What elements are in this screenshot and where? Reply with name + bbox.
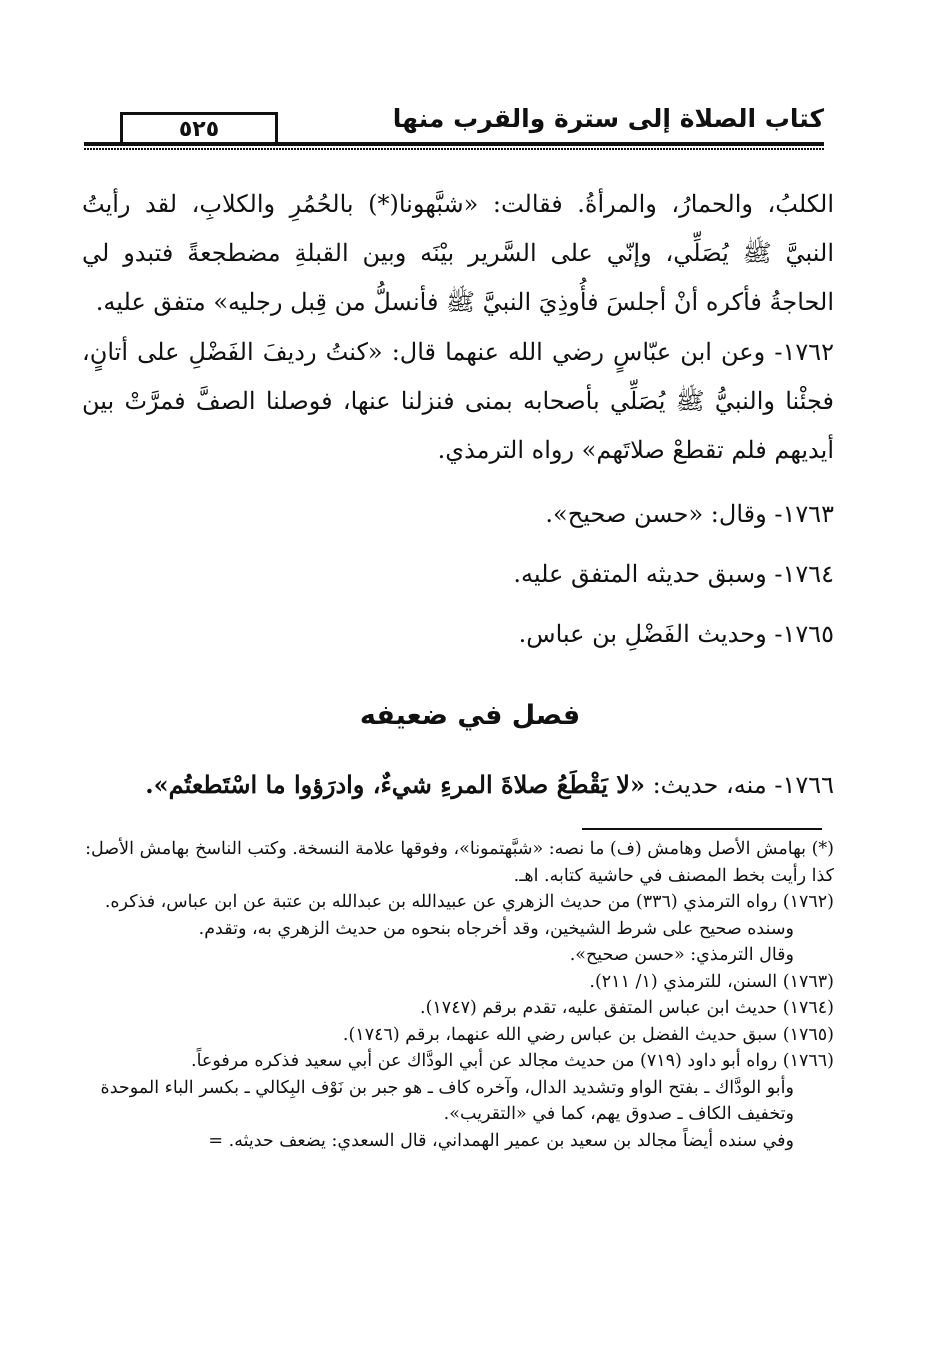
footnote-separator	[582, 828, 822, 830]
hadith-1763: ١٧٦٣- وقال: «حسن صحيح».	[545, 500, 834, 528]
footnote: (*) بهامش الأصل وهامش (ف) ما نصه: «شبَّهتمونا»، وفوقها علامة النسخة. وكتب الناسخ بهامش الأصل: كذا رأيت بخط المصنف في حاشية كتابه. اهـ.	[85, 839, 834, 886]
footnote: (١٧٦٦) رواه أبو داود (٧١٩) من حديث مجالد عن أبي الودَّاك عن أبي سعيد فذكره مرفوعاً.	[191, 1051, 834, 1071]
page-header	[84, 104, 824, 152]
header-rule-dotted	[84, 148, 824, 150]
paragraph-text: ١٧٦٢- وعن ابن عبّاسٍ رضي الله عنهما قال: «كنتُ رديفَ الفَضْلِ على أتانٍ، فجئْنا والنبيُّ ﷺ يُصَلِّي بأصحابه بمنى فنزلنا عنها، فوصلنا الصفَّ فمرَّتْ بين أيديهم فلم تقطعْ صلاتَهم» رواه الترمذي.	[82, 338, 834, 464]
footnotes	[82, 836, 834, 1154]
hadith-1765: ١٧٦٥- وحديث الفَضْلِ بن عباس.	[518, 620, 834, 648]
footnote: وقال الترمذي: «حسن صحيح».	[569, 945, 794, 965]
footnote: (١٧٦٣) السنن، للترمذي (١/ ٢١١).	[589, 971, 834, 992]
hadith-1766	[145, 770, 834, 799]
body-paragraph-2	[82, 328, 834, 475]
footnote: وأبو الودَّاك ـ بفتح الواو وتشديد الدال، وآخره كاف ـ هو جبر بن نَوْف البِكالي ـ بكسر الباء الموحدة وتخفيف الكاف ـ صدوق يهم، كما في «التقريب».	[100, 1077, 794, 1124]
running-title: كتاب الصلاة إلى سترة والقرب منها	[392, 104, 824, 133]
page-number: ٥٢٥	[120, 112, 278, 144]
footnote: وفي سنده أيضاً مجالد بن سعيد بن عمير الهمداني، قال السعدي: يضعف حديثه. =	[208, 1130, 794, 1151]
header-rule	[84, 142, 824, 146]
body-paragraph-1	[82, 180, 834, 327]
section-heading: فصل في ضعيفه	[359, 700, 581, 731]
footnote: (١٧٦٢) رواه الترمذي (٣٣٦) من حديث الزهري عن عبيدالله بن عبدالله بن عتبة عن ابن عباس، فذكره.	[104, 892, 834, 912]
footnote: وسنده صحيح على شرط الشيخين، وقد أخرجاه بنحوه من حديث الزهري به، وتقدم.	[198, 918, 794, 939]
footnote: (١٧٦٥) سبق حديث الفضل بن عباس رضي الله عنهما، برقم (١٧٤٦).	[342, 1024, 834, 1045]
paragraph-text: الكلبُ، والحمارُ، والمرأةُ. فقالت: «شبَّهونا(*) بالحُمُرِ والكلابِ، لقد رأيتُ النبيَّ ﷺ يُصَلِّي، وإنّي على السَّرير بيْنَه وبين القبلةِ مضطجعةً فتبدو لي الحاجةُ فأكره أنْ أجلسَ فأُوذِيَ النبيَّ ﷺ فأنسلُّ من قِبل رجليه» متفق عليه.	[82, 190, 834, 316]
hadith-1766-quote: «لا يَقْطَعُ صلاةَ المرءِ شيءٌ، وادرَؤوا ما اسْتَطعتُم».	[145, 770, 645, 799]
hadith-1766-prefix: ١٧٦٦- منه، حديث:	[652, 771, 834, 799]
footnote: (١٧٦٤) حديث ابن عباس المتفق عليه، تقدم برقم (١٧٤٧).	[420, 998, 834, 1018]
hadith-1764: ١٧٦٤- وسبق حديثه المتفق عليه.	[513, 560, 834, 588]
